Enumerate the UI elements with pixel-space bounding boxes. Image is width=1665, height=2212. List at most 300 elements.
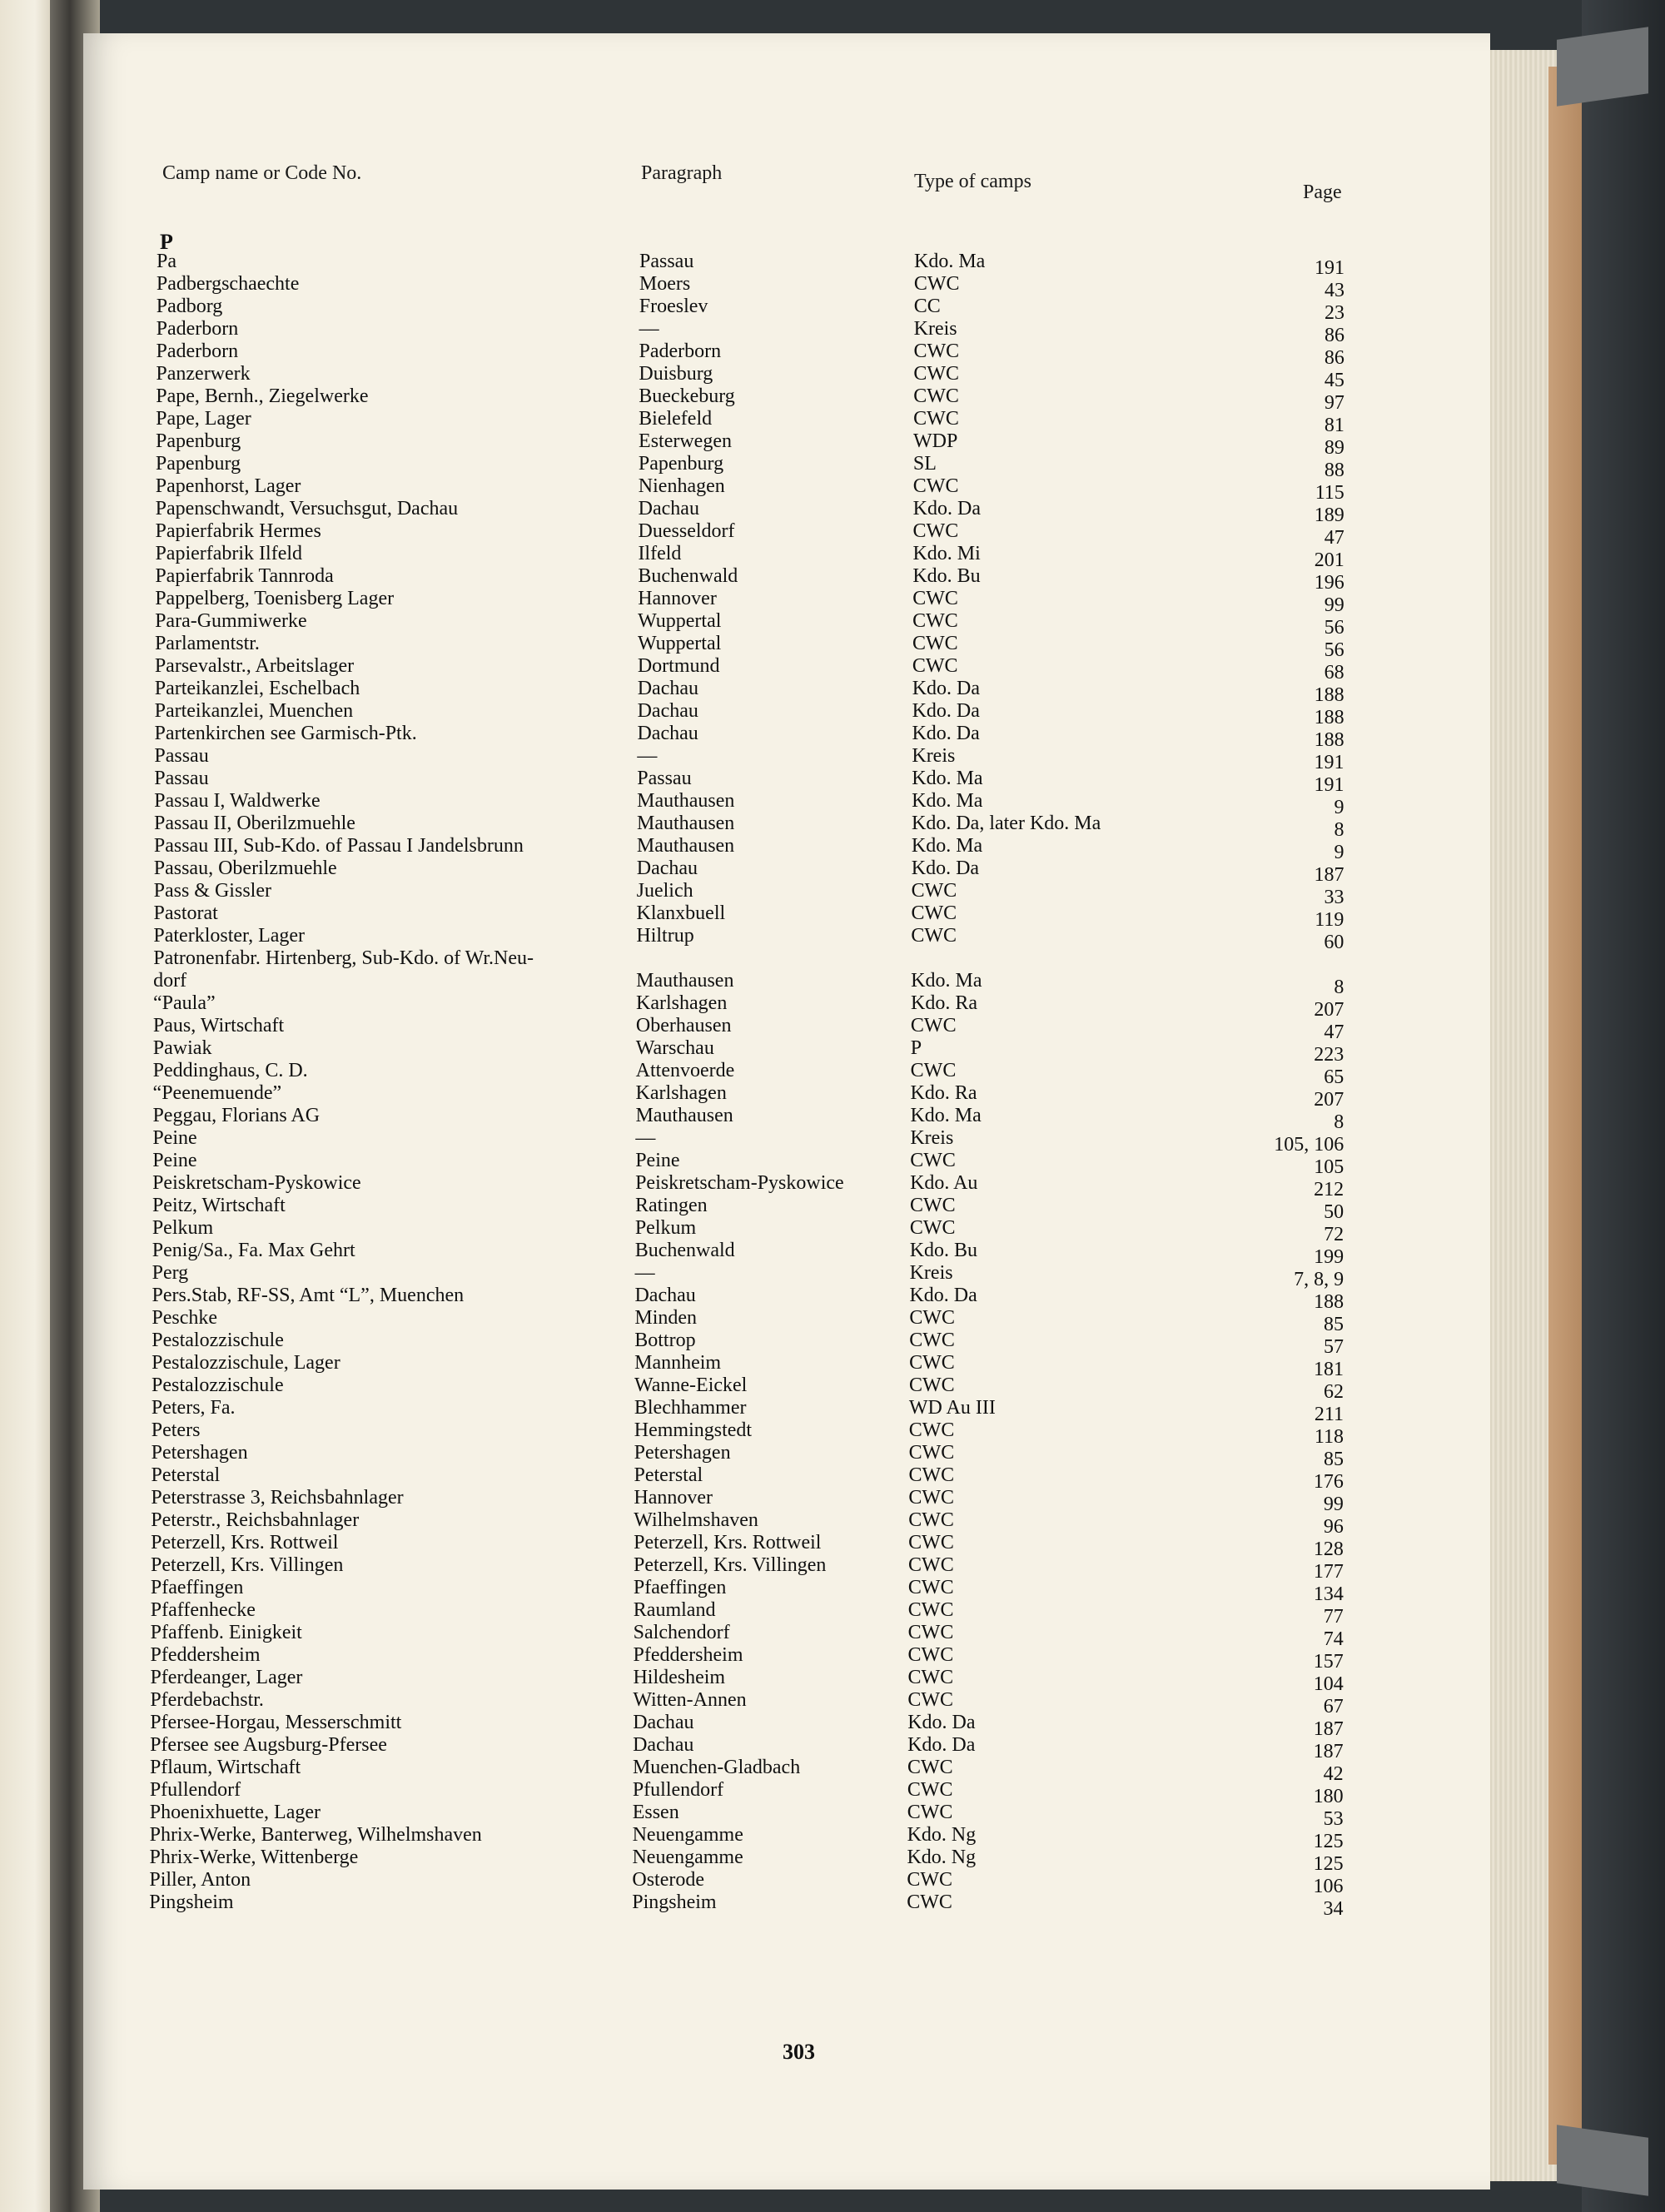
cell-type: WDP [913,430,958,452]
cell-camp: Peschke [152,1307,218,1329]
cell-camp: Petershagen [151,1442,248,1464]
cell-paragraph: Klanxbuell [636,902,726,924]
cell-camp: Phrix-Werke, Banterweg, Wilhelmshaven [149,1824,482,1846]
cell-type: Kdo. Ng [907,1824,977,1846]
cell-camp: Pa [157,251,176,272]
cover-corner-top [1557,27,1648,106]
cell-camp: Papenburg [156,430,241,452]
cell-type: CWC [907,1644,954,1666]
cell-page: 211 [1314,1404,1344,1425]
cell-page: 105 [1314,1156,1344,1178]
cell-page: 77 [1323,1606,1344,1628]
cell-paragraph: Dachau [634,1285,696,1306]
cell-camp: Pferdeanger, Lager [150,1667,303,1688]
cell-camp: Peterzell, Krs. Rottweil [151,1532,339,1553]
cell-type: Kdo. Ma [911,970,982,992]
cell-type: Kdo. Da [911,857,980,879]
cell-page: 86 [1324,347,1344,369]
cell-camp: Papenburg [155,453,241,475]
cell-camp: “Paula” [153,992,216,1014]
cell-camp: Passau II, Oberilzmuehle [154,813,355,834]
cell-page: 56 [1324,639,1344,661]
cell-type: CWC [907,1802,953,1823]
cell-type: SL [912,453,937,475]
cell-paragraph: Karlshagen [636,992,728,1014]
cell-type: CC [913,296,941,317]
cell-paragraph: Salchendorf [633,1622,730,1643]
cell-type: CWC [910,1060,957,1081]
cell-page: 191 [1314,752,1344,773]
cell-page: 105, 106 [1274,1134,1344,1156]
cell-camp: Pfeddersheim [150,1644,261,1666]
cell-paragraph: Mauthausen [636,835,735,857]
cell-camp: Papierfabrik Hermes [155,520,321,542]
cell-page: 199 [1314,1246,1344,1268]
header-page: Page [1303,181,1342,203]
cell-camp: Piller, Anton [149,1869,251,1891]
cell-type: Kreis [910,1127,954,1149]
cell-paragraph: Minden [634,1307,698,1329]
cell-type: Kreis [909,1262,953,1284]
cell-camp: Parteikanzlei, Muenchen [154,700,354,722]
cell-page: 115 [1315,482,1344,504]
cell-paragraph: Hiltrup [636,925,694,947]
cell-paragraph: Peterzell, Krs. Villingen [634,1554,827,1576]
cell-page: 188 [1314,707,1344,728]
cell-paragraph: Peine [635,1150,680,1171]
cell-paragraph: Wuppertal [638,610,722,632]
cell-paragraph: Ilfeld [638,543,682,564]
cell-type: CWC [908,1554,954,1576]
cell-camp: Peterzell, Krs. Villingen [151,1554,344,1576]
cell-camp: Peterstal [151,1464,221,1486]
cell-paragraph: Froeslev [639,296,708,317]
cell-paragraph: Wilhelmshaven [634,1509,758,1531]
cell-page: 207 [1314,999,1344,1021]
cell-paragraph: Duisburg [639,363,713,385]
cell-page: 187 [1313,1718,1344,1740]
cell-page: 188 [1314,729,1344,751]
cell-page: 96 [1323,1516,1344,1538]
cell-page: 43 [1324,280,1344,301]
cell-type: CWC [909,1217,956,1239]
cell-paragraph: Peiskretscham-Pyskowice [635,1172,844,1194]
cell-page: 8 [1334,1111,1344,1133]
header-type: Type of camps [914,171,1031,192]
cell-paragraph: Dachau [633,1734,694,1756]
cell-type: CWC [907,1667,954,1688]
cell-page: 125 [1313,1831,1344,1852]
cell-paragraph: Pingsheim [632,1891,717,1913]
cell-paragraph: Essen [632,1802,679,1823]
cell-page: 177 [1313,1561,1344,1583]
cell-page: 104 [1313,1673,1344,1695]
cell-camp: Passau I, Waldwerke [154,790,321,812]
cell-camp: Pfaffenhecke [150,1599,256,1621]
cell-page: 34 [1323,1898,1344,1920]
section-letter: P [160,230,173,254]
page-edges-back [1548,67,1582,2165]
cell-type: CWC [909,1330,955,1351]
cell-paragraph: Mauthausen [636,970,734,992]
cell-type: CWC [913,340,960,362]
cell-paragraph: Mannheim [634,1352,722,1374]
cell-paragraph: Osterode [632,1869,704,1891]
cell-paragraph: Passau [637,768,692,789]
cell-page: 119 [1315,909,1344,931]
cell-type: CWC [907,1779,953,1801]
cell-page: 45 [1324,370,1344,391]
cell-paragraph: Dachau [633,1712,694,1733]
cell-paragraph: Wanne-Eickel [634,1374,748,1396]
cell-camp: Padbergschaechte [156,273,300,295]
cell-paragraph: Muenchen-Gladbach [632,1757,801,1778]
cell-camp: Papenhorst, Lager [155,475,301,497]
cell-paragraph: Dachau [636,857,698,879]
cell-type: CWC [911,925,957,947]
cell-camp: Peterstr., Reichsbahnlager [151,1509,360,1531]
cell-camp: Pfullendorf [149,1779,241,1801]
cell-paragraph: Dachau [637,723,698,744]
cell-page: 187 [1313,1741,1344,1762]
cell-camp: Papierfabrik Tannroda [155,565,334,587]
cell-type: Kdo. Ra [911,992,978,1014]
cell-paragraph: — [634,1262,655,1284]
cell-paragraph: Papenburg [638,453,724,475]
book-cover [1582,0,1665,2212]
cell-camp: Pawiak [152,1037,212,1059]
cell-camp: Parlamentstr. [154,633,260,654]
cell-paragraph: Peterzell, Krs. Rottweil [634,1532,822,1553]
cell-type: Kdo. Da [912,700,980,722]
cell-camp: Peggau, Florians AG [152,1105,321,1126]
cell-type: CWC [908,1509,954,1531]
cell-camp: Para-Gummiwerke [155,610,307,632]
cell-camp: Pape, Lager [156,408,251,430]
cell-camp: Peine [152,1127,197,1149]
cell-camp: Peters [151,1419,201,1441]
cell-camp: Pastorat [153,902,218,924]
cell-camp: dorf [153,970,187,992]
page-number: 303 [783,2040,815,2064]
cell-paragraph: — [635,1127,656,1149]
cell-paragraph: Pelkum [634,1217,697,1239]
cell-page: 188 [1314,1291,1344,1313]
cell-page: 86 [1324,325,1344,346]
cell-camp: Papierfabrik Ilfeld [155,543,303,564]
cell-page: 8 [1334,819,1344,841]
cover-corner-bottom [1557,2125,1648,2195]
cell-type: CWC [912,633,958,654]
cell-paragraph: Hannover [638,588,717,609]
cell-camp: Peine [152,1150,197,1171]
cell-camp: Peters, Fa. [151,1397,236,1419]
cell-page: 56 [1324,617,1344,639]
cell-page: 128 [1313,1538,1344,1560]
cell-type: CWC [913,385,959,407]
cell-type: CWC [912,520,959,542]
cell-camp: Paterkloster, Lager [153,925,306,947]
cell-type: CWC [909,1195,956,1216]
cell-paragraph: Blechhammer [634,1397,747,1419]
cell-camp: Pass & Gissler [153,880,271,902]
cell-camp: Pers.Stab, RF-SS, Amt “L”, Muenchen [152,1285,465,1306]
cell-page: 125 [1313,1853,1344,1875]
cell-page: 47 [1324,1021,1344,1043]
cell-type: CWC [913,273,960,295]
cell-paragraph: Dortmund [637,655,720,677]
cell-page: 201 [1314,549,1344,571]
cell-page: 8 [1334,977,1344,998]
cell-camp: Passau III, Sub-Kdo. of Passau I Jandelsbrunn [153,835,524,857]
cell-paragraph: — [637,745,658,767]
cell-camp: Perg [152,1262,189,1284]
cell-type: Kdo. Da [909,1285,977,1306]
cell-page: 7, 8, 9 [1294,1269,1344,1290]
cell-type: P [910,1037,922,1059]
cell-type: Kreis [912,745,956,767]
cell-paragraph: Petershagen [634,1442,731,1464]
cell-type: CWC [907,1622,954,1643]
cell-paragraph: Dachau [637,700,698,722]
cell-type: Kdo. Da [907,1734,976,1756]
cell-camp: Papenschwandt, Versuchsgut, Dachau [155,498,459,519]
cell-page: 65 [1324,1066,1344,1088]
cell-page: 50 [1324,1201,1344,1223]
header-paragraph: Paragraph [641,162,723,184]
cell-type: CWC [912,610,958,632]
cell-paragraph: — [639,318,659,340]
cell-type: Kdo. Bu [909,1240,978,1261]
cell-type: CWC [911,902,957,924]
cell-paragraph: Passau [639,251,694,272]
cell-camp: Pestalozzischule [152,1374,284,1396]
cell-page: 99 [1324,594,1344,616]
cell-camp: Pfaeffingen [150,1577,244,1598]
cell-page: 189 [1314,505,1344,526]
cell-type: CWC [908,1464,955,1486]
cell-type: CWC [910,1150,956,1171]
cell-paragraph: Mauthausen [637,813,735,834]
cell-camp: Pestalozzischule [152,1330,284,1351]
cell-paragraph: Nienhagen [638,475,725,497]
cell-paragraph: Pfullendorf [632,1779,724,1801]
cell-page: 181 [1314,1359,1344,1380]
cell-page: 88 [1324,460,1344,481]
cell-camp: Peterstrasse 3, Reichsbahnlager [151,1487,404,1509]
cell-camp: Pingsheim [149,1891,234,1913]
cell-page: 187 [1314,864,1344,886]
cell-page: 207 [1314,1089,1344,1111]
cell-page: 72 [1324,1224,1344,1245]
cell-type: CWC [909,1374,955,1396]
cell-camp: Pelkum [152,1217,214,1239]
cell-page: 62 [1324,1381,1344,1403]
cell-paragraph: Dachau [638,498,699,519]
cell-page: 60 [1324,932,1344,953]
cell-type: Kdo. Da [912,723,980,744]
cell-type: CWC [908,1532,954,1553]
cell-page: 42 [1323,1763,1344,1785]
cell-paragraph: Esterwegen [639,430,732,452]
cell-paragraph: Buchenwald [634,1240,735,1261]
cell-paragraph: Attenvoerde [635,1060,735,1081]
cell-page: 118 [1314,1426,1344,1448]
cell-page: 68 [1324,662,1344,683]
cell-page: 9 [1334,842,1344,863]
cell-camp: Penig/Sa., Fa. Max Gehrt [152,1240,355,1261]
cell-paragraph: Ratingen [634,1195,708,1216]
cell-page: 81 [1324,415,1344,436]
cell-type: Kdo. Bu [912,565,981,587]
cell-type: CWC [908,1487,955,1509]
cell-page: 157 [1313,1651,1344,1673]
cell-type: CWC [910,1015,957,1036]
cell-paragraph: Buchenwald [638,565,738,587]
cell-type: Kdo. Ma [912,768,983,789]
cell-paragraph: Neuengamme [632,1824,743,1846]
cell-paragraph: Moers [639,273,691,295]
cell-type: CWC [912,655,958,677]
cell-camp: Pfersee see Augsburg-Pfersee [150,1734,387,1756]
cell-type: CWC [907,1891,952,1913]
cell-type: Kdo. Da [907,1712,976,1733]
cell-page: 188 [1314,684,1344,706]
cell-type: CWC [907,1577,954,1598]
cell-page: 9 [1334,797,1344,818]
cell-type: CWC [913,408,959,430]
cell-camp: Pape, Bernh., Ziegelwerke [156,385,369,407]
cell-page: 57 [1324,1336,1344,1358]
cell-paragraph: Mauthausen [637,790,735,812]
cell-type: Kdo. Da [912,498,981,519]
cell-paragraph: Warschau [635,1037,714,1059]
cell-camp: Peddinghaus, C. D. [152,1060,308,1081]
cell-paragraph: Duesseldorf [638,520,735,542]
cell-type: Kdo. Da, later Kdo. Ma [912,813,1101,834]
cell-camp: Phoenixhuette, Lager [149,1802,321,1823]
cell-type: Kdo. Da [912,678,981,699]
cell-camp: Patronenfabr. Hirtenberg, Sub-Kdo. of Wr.Neu- [153,947,534,969]
cell-page: 53 [1323,1808,1344,1830]
cell-page: 85 [1323,1449,1344,1470]
cell-camp: Pappelberg, Toenisberg Lager [155,588,395,609]
cell-page: 191 [1314,774,1344,796]
cell-paragraph: Dachau [637,678,699,699]
cell-camp: Pestalozzischule, Lager [152,1352,340,1374]
cell-paragraph: Witten-Annen [633,1689,747,1711]
cell-type: CWC [907,1757,953,1778]
cell-type: CWC [907,1599,954,1621]
cell-paragraph: Karlshagen [635,1082,727,1104]
cell-paragraph: Peterstal [634,1464,703,1486]
cell-type: CWC [912,588,958,609]
cell-type: WD Au III [908,1397,996,1419]
cell-camp: Parteikanzlei, Eschelbach [154,678,360,699]
cell-camp: Peiskretscham-Pyskowice [152,1172,361,1194]
cell-type: CWC [908,1419,955,1441]
cell-paragraph: Raumland [633,1599,716,1621]
cell-type: CWC [907,1869,953,1891]
cell-type: Kdo. Ng [907,1847,977,1868]
cell-camp: Paus, Wirtschaft [152,1015,285,1036]
cell-camp: Peitz, Wirtschaft [152,1195,286,1216]
cell-paragraph: Pfeddersheim [633,1644,743,1666]
header-camp: Camp name or Code No. [162,162,362,184]
cell-paragraph: Pfaeffingen [633,1577,727,1598]
cell-page: 106 [1313,1876,1344,1897]
cell-page: 212 [1314,1179,1344,1200]
cell-paragraph: Bueckeburg [639,385,735,407]
cell-page: 89 [1324,437,1344,459]
cell-page: 196 [1314,572,1344,594]
cell-page: 47 [1324,527,1344,549]
cell-camp: Pfaffenb. Einigkeit [150,1622,302,1643]
cell-page: 97 [1324,392,1344,414]
cell-page: 180 [1313,1786,1344,1807]
cell-page: 23 [1324,302,1344,324]
cell-paragraph: Mauthausen [635,1105,733,1126]
cell-type: Kdo. Ma [914,251,986,272]
cell-type: Kdo. Ma [910,1105,982,1126]
cell-paragraph: Bottrop [634,1330,696,1351]
cell-camp: “Peenemuende” [152,1082,282,1104]
cell-page: 74 [1323,1628,1344,1650]
cell-camp: Pferdebachstr. [150,1689,264,1711]
cell-paragraph: Oberhausen [635,1015,732,1036]
cell-page: 176 [1313,1471,1344,1493]
cell-paragraph: Neuengamme [632,1847,743,1868]
cell-page: 134 [1313,1583,1344,1605]
cell-type: Kdo. Au [910,1172,978,1194]
cell-camp: Paderborn [156,340,239,362]
cell-page: 33 [1324,887,1344,908]
cell-type: CWC [913,363,960,385]
cell-camp: Parsevalstr., Arbeitslager [154,655,355,677]
cell-type: Kdo. Ma [912,790,983,812]
book-page [83,33,1490,2190]
cell-camp: Pflaum, Wirtschaft [149,1757,301,1778]
cell-type: CWC [912,475,959,497]
cell-page: 67 [1323,1696,1344,1717]
cell-page: 223 [1314,1044,1344,1066]
cell-camp: Partenkirchen see Garmisch-Ptk. [154,723,417,744]
cell-type: Kdo. Ra [910,1082,977,1104]
cell-page: 85 [1324,1314,1344,1335]
cell-paragraph: Wuppertal [637,633,722,654]
cell-camp: Passau [154,768,209,789]
cell-page: 99 [1323,1494,1344,1515]
cell-type: Kdo. Ma [911,835,983,857]
cell-camp: Phrix-Werke, Wittenberge [149,1847,359,1868]
cell-paragraph: Hemmingstedt [634,1419,753,1441]
cell-paragraph: Bielefeld [639,408,713,430]
cell-paragraph: Hannover [634,1487,713,1509]
cell-camp: Passau [154,745,209,767]
cell-paragraph: Hildesheim [633,1667,726,1688]
cell-type: CWC [911,880,957,902]
cell-type: CWC [907,1689,953,1711]
cell-camp: Panzerwerk [156,363,251,385]
cell-type: Kdo. Mi [912,543,981,564]
cell-camp: Padborg [156,296,223,317]
cell-paragraph: Paderborn [639,340,722,362]
cell-camp: Paderborn [156,318,239,340]
cell-type: CWC [908,1442,955,1464]
cell-camp: Pfersee-Horgau, Messerschmitt [150,1712,402,1733]
cell-camp: Passau, Oberilzmuehle [153,857,337,879]
cell-type: CWC [909,1352,955,1374]
